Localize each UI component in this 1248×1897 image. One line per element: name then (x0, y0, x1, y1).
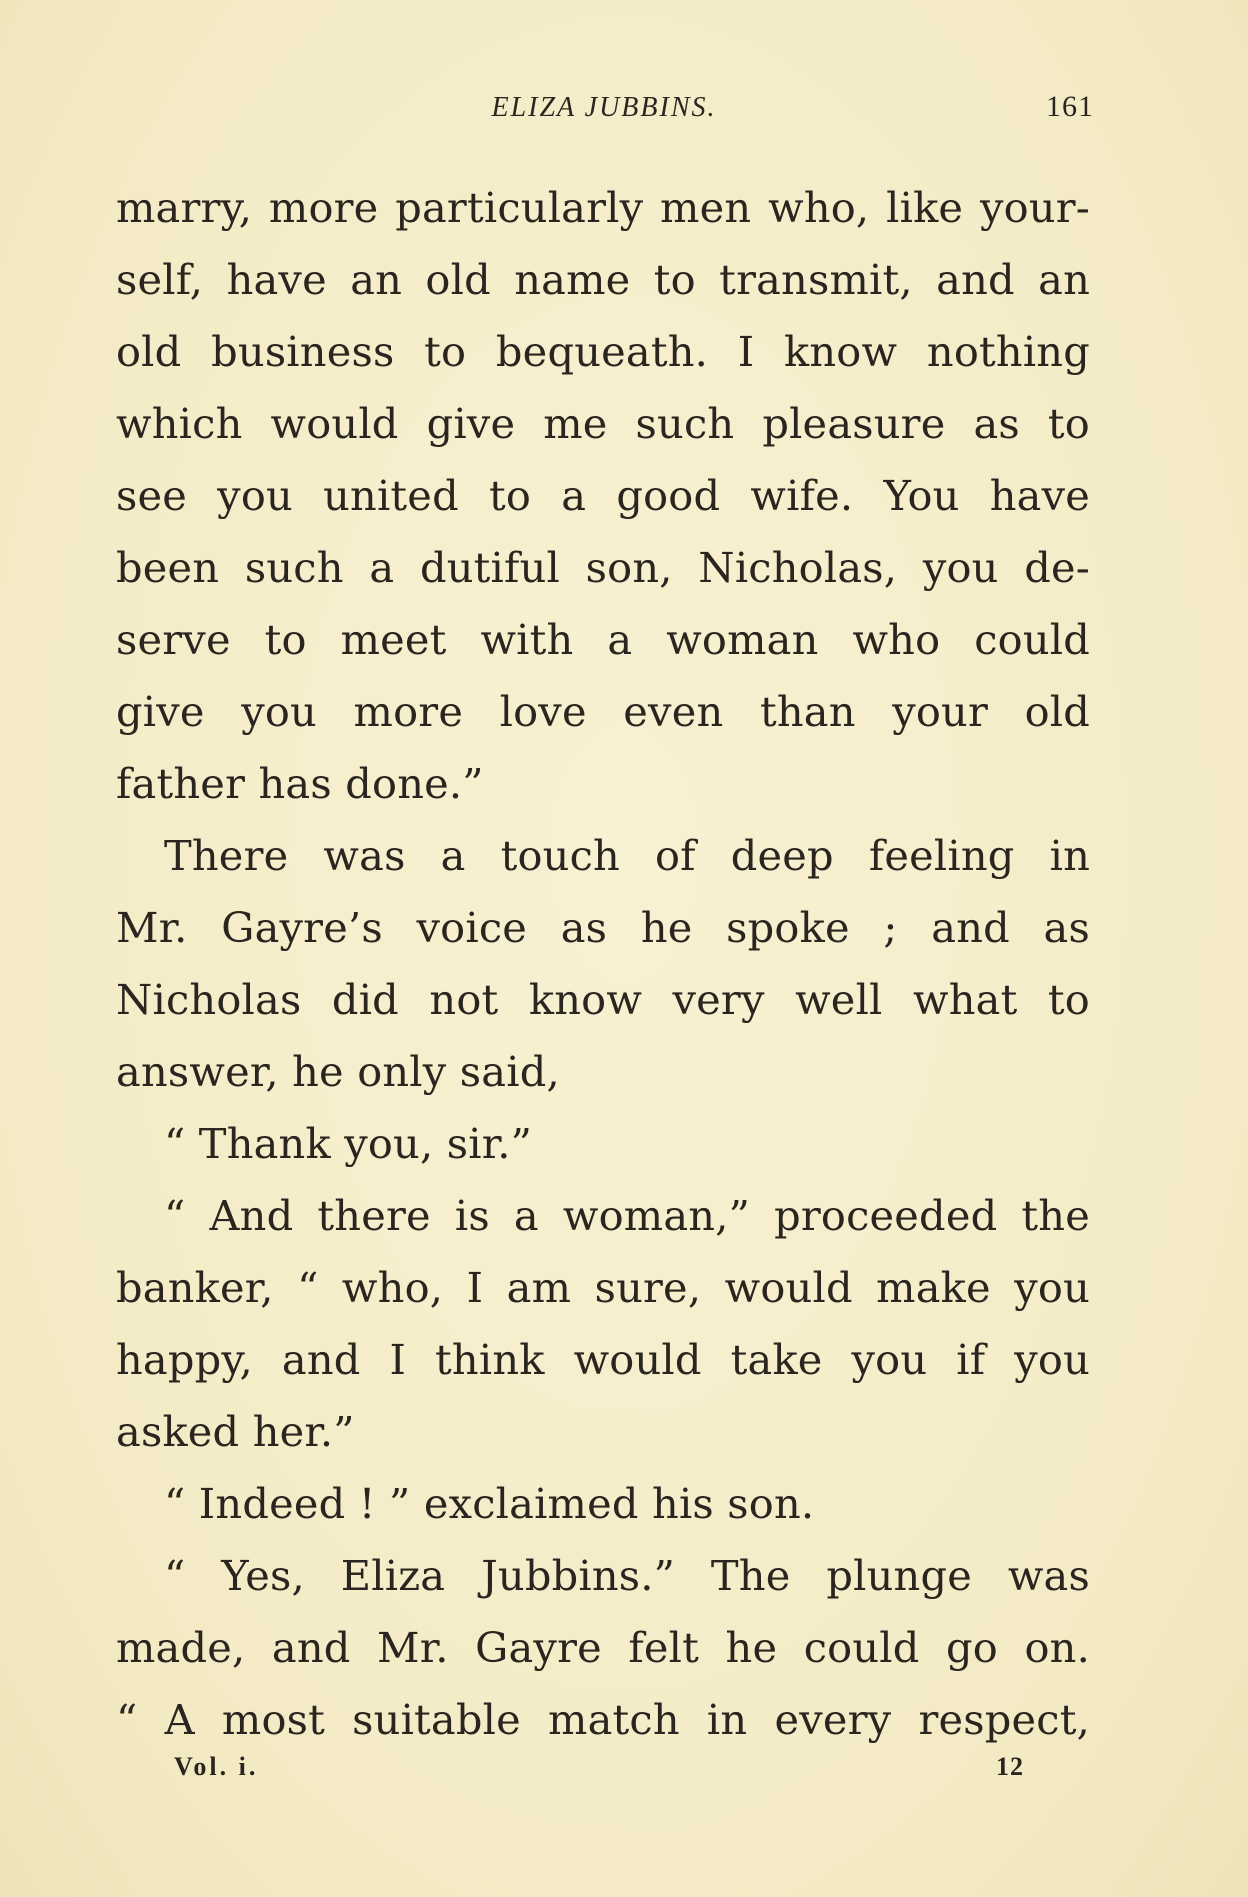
text-line: “ Yes, Eliza Jubbins.” The plunge was (164, 1551, 1090, 1600)
page-header (114, 88, 1094, 128)
text-line: marry, more particularly men who, like your- (116, 183, 1090, 232)
text-line: happy, and I think would take you if you (116, 1335, 1090, 1384)
text-line: “ Indeed ! ” exclaimed his son. (164, 1479, 815, 1528)
text-line: banker, “ who, I am sure, would make you (116, 1263, 1090, 1312)
text-line: Nicholas did not know very well what to (116, 975, 1090, 1024)
text-line: asked her.” (116, 1407, 355, 1456)
text-line: There was a touch of deep feeling in (164, 831, 1090, 880)
text-line: see you united to a good wife. You have (116, 471, 1090, 520)
signature-mark: 12 (996, 1752, 1024, 1781)
body-text (116, 172, 1090, 1756)
text-line: give you more love even than your old (116, 687, 1090, 736)
text-line: “ A most suitable match in every respect, (116, 1695, 1090, 1744)
text-line: “ And there is a woman,” proceeded the (164, 1191, 1090, 1240)
text-line: self, have an old name to transmit, and an (116, 255, 1090, 304)
text-line: answer, he only said, (116, 1047, 560, 1096)
text-line: serve to meet with a woman who could (116, 615, 1090, 664)
text-line: Mr. Gayre’s voice as he spoke ; and as (116, 903, 1090, 952)
page-number: 161 (1046, 90, 1094, 123)
volume-mark: Vol. i. (174, 1752, 259, 1781)
text-line: old business to bequeath. I know nothing (116, 327, 1090, 376)
text-line: made, and Mr. Gayre felt he could go on. (116, 1623, 1090, 1672)
text-line: which would give me such pleasure as to (116, 399, 1090, 448)
page-footer (174, 1752, 1024, 1788)
text-line: “ Thank you, sir.” (164, 1119, 533, 1168)
running-title: ELIZA JUBBINS. (491, 92, 717, 123)
text-line: father has done.” (116, 759, 484, 808)
text-line: been such a dutiful son, Nicholas, you de- (116, 543, 1090, 592)
